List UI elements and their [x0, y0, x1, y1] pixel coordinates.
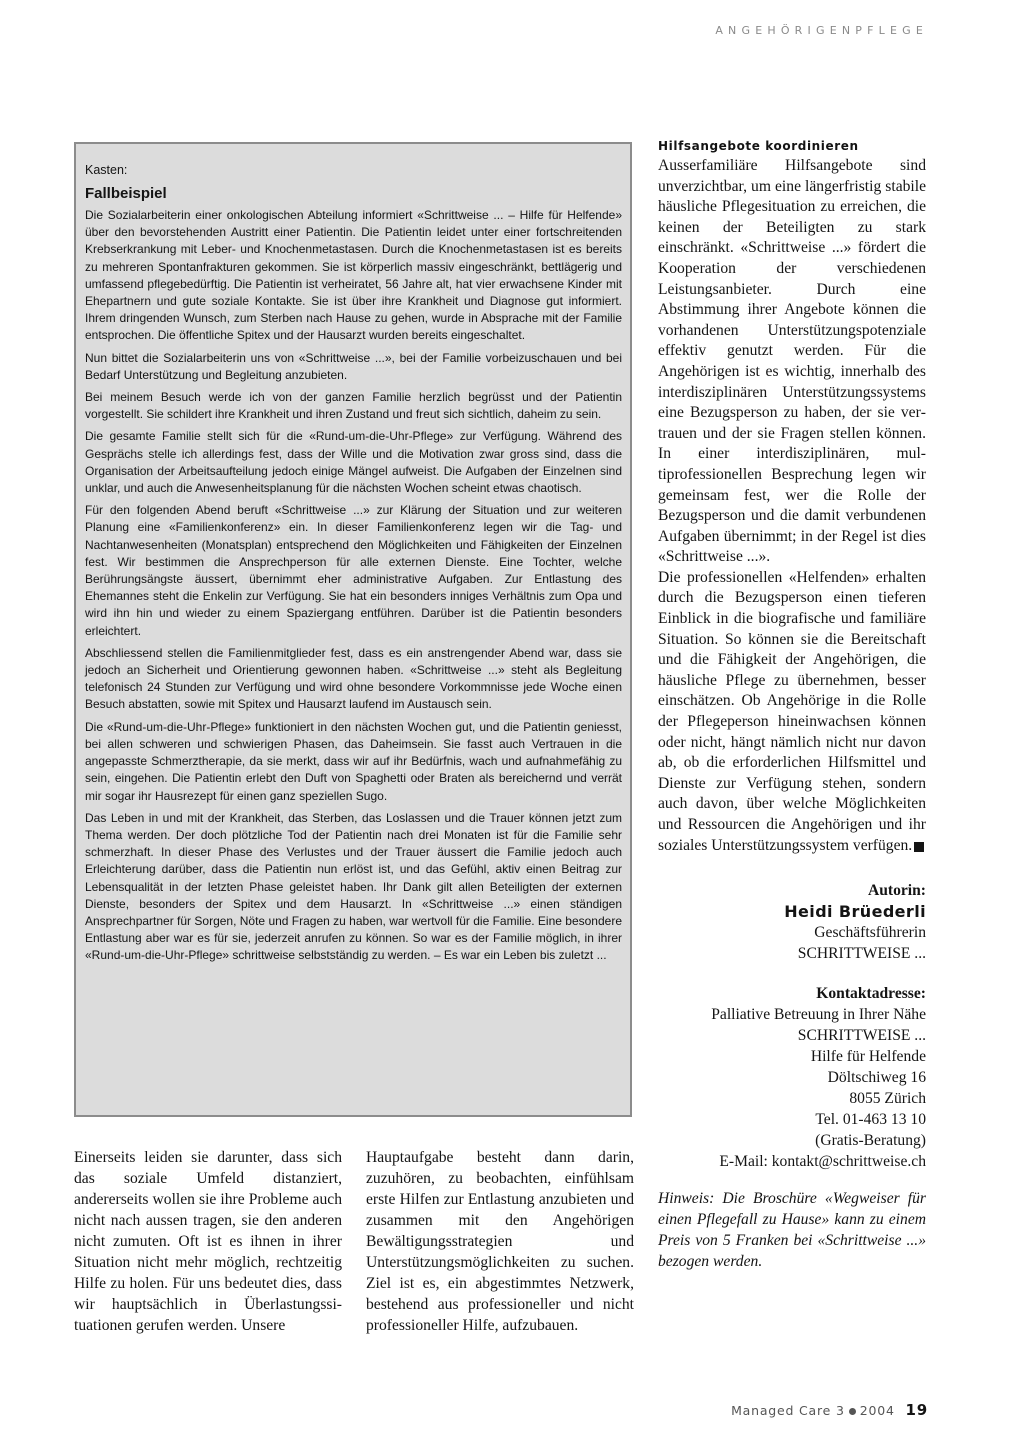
case-study-box: [74, 142, 632, 1117]
contact-line: SCHRITTWEISE ...: [797, 1027, 926, 1045]
contact-line: Döltschiweg 16: [827, 1069, 926, 1087]
right-column: [658, 137, 926, 1272]
journal-name: Managed Care: [731, 1403, 832, 1418]
contact-line: Palliative Betreuung in Ihrer Nähe: [711, 1006, 926, 1024]
right-paragraph-2-text: Die professionellen «Helfenden» erhalten durch die Bezugsperson einen tieferen Einblick in die biografische und familiäre Situation. So können sie die Bereitschaft und die Fähigkeit der Angehörigen, die häusliche Pflege zu übernehmen, besser einschätzen. Ob Angehörige in die Rolle der Pflegeperson hineinwachsen können oder nicht, hängt nämlich nicht nur davon ab, ob die erforderlichen Hilfsmittel und Dienste zur Verfügung stehen, sondern auch davon, über welche Möglichkeiten und Ressourcen die Angehörigen und ihr soziales Unterstützungssystem verfügen.: [658, 568, 926, 854]
box-label: Kasten:: [85, 163, 128, 177]
box-paragraph: Bei meinem Besuch werde ich von der ganzen Familie herzlich begrüsst und der Patientin vorgestellt. Sie schildert ihre Krankheit und ihren Zustand und freut sich sichtlich, daheim zu sein.: [85, 390, 622, 422]
box-paragraph: Für den folgenden Abend beruft «Schrittweise ...» zur Klärung der Situation und zur weiteren Planung eine «Familienkonferenz» ein. In dieser Familienkonferenz legen wir die Tag- und Nachtanwesenheiten (Monatsplan) entsprechend den Möglichkeiten und Fähigkeiten der Einzelnen fest. Wir bestimmen die Ansprechperson für alle externen Dienste. Eine Tochter, welche Berührungsängste äussert, übernimmt eher administrative Aufgaben. Zur Entlastung des Ehemannes steht die Enkelin zur Verfügung. Sie hat ein besonders inniges Verhältnis zum Opa und wird ihn hin und wieder zu einem Spaziergang entführen. Darüber ist die Patientin besonders erleichtert.: [85, 503, 622, 638]
contact-line: 8055 Zürich: [849, 1090, 926, 1108]
author-org: SCHRITTWEISE ...: [797, 945, 926, 963]
page-number: 19: [905, 1401, 928, 1419]
body-column-1: Einerseits leiden sie darunter, dass sich das soziale Umfeld distanziert, andererseits wollen sie ihre Probleme auch nicht nach aussen tragen, sie den anderen nicht zumuten. Oft ist es ihnen in ihrer Situation nicht mehr möglich, rechtzeitig Hilfe zu holen. Für uns bedeutet dies, dass wir hauptsächlich in Überlastungssituationen gerufen werden. Unsere: [74, 1149, 342, 1334]
right-paragraph-1: Ausserfamiliäre Hilfsangebote sind unverzichtbar, um eine längerfristig stabile häusliche Pflegesituation zu erreichen, die keinen der Beteiligten zu stark einschränkt. «Schrittweise ...» fördert die Kooperation der verschiedenen Leistungsanbieter. Durch eine Abstimmung ihrer Angebote können die vorhandenen Unterstützungspotenziale effektiv genutzt werden. Für die Angehörigen ist es wichtig, innerhalb des interdisziplinären Unterstützungssystems eine Bezugsperson zu haben, der sie vertrauen und der sie Fragen stellen können. In einer interdisziplinären, multiprofessionellen Besprechung legen wir gemeinsam fest, wer die Rolle der Bezugsperson und die damit verbundenen Aufgaben übernimmt; in der Regel ist dies «Schrittweise ...».: [658, 157, 926, 566]
author-name: Heidi Brüederli: [784, 902, 926, 922]
author-credits: [658, 880, 926, 1172]
contact-line: Tel. 01-463 13 10: [815, 1111, 926, 1129]
contact-line: Hilfe für Helfende: [810, 1048, 926, 1066]
contact-label: Kontaktadresse:: [816, 985, 926, 1003]
contact-line: (Gratis-Beratung): [815, 1132, 926, 1150]
issue-number: 3: [835, 1403, 845, 1418]
box-paragraph: Die «Rund-um-die-Uhr-Pflege» funktioniert in den nächsten Wochen gut, und die Patientin geniesst, bei allen schweren und schwierigen Phasen, das Daheimsein. Sie fasst auch Vertrauen in die angepasste Schmerztherapie, da sie merkt, dass wir auf ihr Bedürfnis, wach und aufnahmefähig zu sein, eingehen. Die Patientin erlebt den Duft von Spaghetti oder Braten als bereichernd und verrät mir sogar ihr Hausrezept für einen ganz speziellen Sugo.: [85, 719, 622, 803]
running-head: ANGEHÖRIGENPFLEGE: [715, 24, 928, 37]
author-label: Autorin:: [867, 882, 926, 900]
section-heading: Hilfsangebote koordinieren: [658, 139, 859, 153]
box-paragraph: Abschliessend stellen die Familienmitglieder fest, dass es ein anstrengender Abend war, dass sie jedoch an Sicherheit und Orientierung gewonnen haben. «Schrittweise ...» steht als Begleitung telefonisch 24 Stunden zur Verfügung und wird ohne besondere Vorkommnisse jede Woche einen Besuch abstatten, sowie mit Spitex und Hausarzt laufend im Austausch sein.: [85, 645, 622, 712]
author-role: Geschäftsführerin: [814, 924, 926, 942]
right-paragraph-2: [658, 568, 926, 856]
issue-year: 2004: [859, 1403, 895, 1418]
box-paragraph: Nun bittet die Sozialarbeiterin uns von «Schrittweise ...», bei der Familie vorbeizuschauen und bei Bedarf Unterstützung und Begleitung anzubieten.: [85, 350, 622, 382]
page-footer: [731, 1401, 928, 1419]
bullet-dot-icon: [849, 1408, 856, 1415]
end-of-article-square-icon: [914, 842, 924, 852]
body-column-2: Hauptaufgabe besteht dann darin, zuzuhören, zu beobachten, einfühlsam erste Hilfen zur Entlastung anzubieten und zusammen mit den Angehörigen Bewältigungsstrategien und Unterstützungsmöglichkeiten zu suchen. Ziel ist es, ein abgestimmtes Netzwerk, bestehend aus professioneller und nicht professioneller Hilfe, aufzubauen.: [366, 1149, 634, 1334]
contact-email[interactable]: E-Mail: kontakt@schrittweise.ch: [719, 1153, 926, 1171]
box-paragraph: Die Sozialarbeiterin einer onkologischen Abteilung informiert «Schrittweise ... – Hilfe für Helfende» über den bevorstehenden Austritt einer Patientin. Die Patientin leidet unter einer fortschreitenden Krebserkrankung mit Leber- und Knochenmetastasen. Durch die Knochenmetastasen ist es bereits zu mehreren Spontanfrakturen gekommen. Sie ist körperlich massiv eingeschränkt, bettlägerig und umfassend pflegebedürftig. Die Patientin ist verheiratet, 56 Jahre alt, hat vier erwachsene Kinder mit Ehepartnern und gute soziale Kontakte. Sie ist über ihre Krankheit und Diagnose gut informiert. Ihrem dringenden Wunsch, zum Sterben nach Hause zu gehen, wurde in Absprache mit der Familie entsprochen. Die öffentliche Spitex und der Hausarzt wurden bereits eingeschaltet.: [85, 208, 622, 343]
brochure-note: Hinweis: Die Broschüre «Wegweiser für einen Pflegefall zu Hause» kann zu einem Preis von 5 Franken bei «Schrittweise ...» bezogen werden.: [658, 1190, 926, 1271]
box-title: Fallbeispiel: [85, 185, 167, 202]
box-paragraph: Das Leben in und mit der Krankheit, das Sterben, das Loslassen und die Trauer können jetzt zum Thema werden. Der doch plötzliche Tod der Patientin nach drei Monaten ist für die Familie sehr schmerzhaft. In dieser Phase des Verlustes und der Trauer äussert die Familie jedoch auch Erleichterung darüber, dass die Patientin nun erlöst ist, und das Gefühl, aktiv einen Beitrag zur Lebensqualität in der letzten Phase geleistet haben. Ihr Dank gilt allen Beteiligten der externen Dienste, besonders der Spitex und dem Hausarzt. In «Schrittweise ...» einen ständigen Ansprechpartner für Sorgen, Nöte und Fragen zu haben, war wertvoll für die Familie. Eine besondere Entlastung aber war es für sie, jederzeit anrufen zu können. So war es der Familie möglich, in ihrer «Rund-um-die-Uhr-Pflege» schrittweise selbstständig zu werden. – Es war ein Leben bis zuletzt ...: [85, 810, 622, 963]
box-paragraph: Die gesamte Familie stellt sich für die «Rund-um-die-Uhr-Pflege» zur Verfügung. Während des Gesprächs stelle ich allerdings fest, dass der Wille und die Motivation zwar gross sind, dass die Organisation der Arbeitsaufteilung jedoch einige Mängel aufweist. Die Aufgaben der Einzelnen sind unklar, und auch die Anwesenheitsplanung für die nächsten Wochen scheint etwas chaotisch.: [85, 429, 622, 496]
